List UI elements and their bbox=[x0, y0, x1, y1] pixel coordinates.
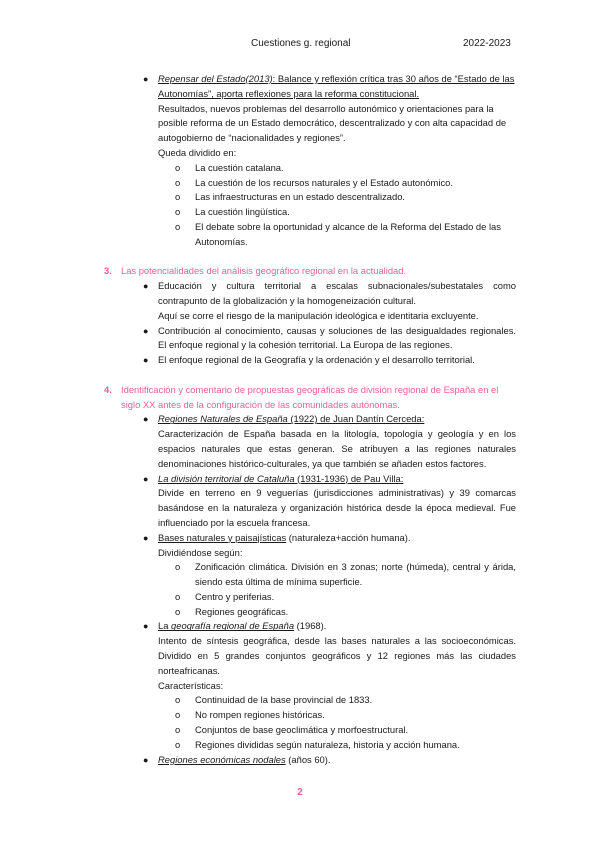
section-heading bbox=[0, 264, 600, 279]
paragraph: Caracterización de España basada en la litología, topología y geología y en los espacios naturales que estas generan. Se atribuyen a las regiones naturales denominaciones histórico-culturales, ya que también se añaden estos factores. bbox=[158, 428, 516, 469]
section-title: Las potencialidades del análisis geográfico regional en la actualidad. bbox=[121, 265, 407, 277]
bullet-icon: ● bbox=[143, 74, 149, 84]
circle-bullet-icon: o bbox=[175, 605, 181, 617]
list-item: ● Regiones económicas nodales (años 60). bbox=[0, 753, 600, 768]
circle-bullet-icon: o bbox=[175, 220, 181, 232]
bullet-icon: ● bbox=[143, 473, 149, 484]
sub-list-item: o La cuestión de los recursos naturales y el Estado autonómico. bbox=[0, 176, 600, 191]
bullet-icon: ● bbox=[143, 325, 149, 336]
paragraph: Dividiéndose según: bbox=[158, 546, 243, 558]
paragraph: Aquí se corre el riesgo de la manipulación ideológica e identitaria excluyente. bbox=[158, 309, 479, 321]
section-number: 3. bbox=[104, 265, 112, 277]
list-item: ● La geografía regional de España (1968). bbox=[0, 619, 600, 634]
circle-bullet-icon: o bbox=[175, 724, 181, 736]
sub-list-item: o Zonificación climática. División en 3 zonas; norte (húmeda), central y árida, siendo esta última de mínima superficie. bbox=[175, 561, 516, 588]
bullet-icon: ● bbox=[143, 754, 149, 765]
paragraph: Intento de síntesis geográfica, desde las bases naturales a las socioeconómicas. Dividido en 5 grandes conjuntos geográficos y 12 regiones más las ciudades norteafricanas. bbox=[158, 635, 516, 676]
section-heading bbox=[0, 383, 600, 413]
item-title: geografía regional de España bbox=[171, 620, 295, 632]
document-body bbox=[0, 72, 600, 767]
item-text: Balance y reflexión crítica tras 30 años de “Estado de las Autonomías”, aporta reflexiones para la reforma constitucional. bbox=[158, 73, 515, 99]
sub-list-item: o No rompen regiones históricas. bbox=[0, 708, 600, 723]
list-item: ● Repensar del Estado(2013): Balance y reflexión crítica tras 30 años de “Estado de las Autonomías”, aporta reflexiones para la reforma constitucional. bbox=[143, 73, 515, 99]
circle-bullet-icon: o bbox=[175, 161, 181, 173]
header-year: 2022-2023 bbox=[463, 38, 511, 49]
item-title: Regiones económicas nodales bbox=[158, 753, 286, 765]
circle-bullet-icon: o bbox=[175, 176, 181, 188]
bullet-icon: ● bbox=[143, 532, 149, 543]
paragraph: Características: bbox=[158, 679, 224, 691]
circle-bullet-icon: o bbox=[175, 206, 181, 218]
page-number: 2 bbox=[297, 787, 303, 798]
item-title: La división territorial de Cataluña bbox=[158, 472, 295, 484]
item-title: Repensar del Estado(2013) bbox=[158, 73, 273, 84]
list-item: ● Regiones Naturales de España (1922) de Juan Dantín Cerceda: bbox=[0, 412, 600, 427]
paragraph: Resultados, nuevos problemas del desarrollo autonómico y orientaciones para la posible reforma de un Estado democrático, descentralizado y con alta capacidad de autogobierno de “nacionalidades y regiones”. bbox=[158, 102, 507, 144]
sub-list-item: o Regiones divididas según naturaleza, historia y acción humana. bbox=[0, 738, 600, 753]
list-item: ● Educación y cultura territorial a escalas subnacionales/subestatales como contrapunto de la globalización y la homogeneización cultural. bbox=[143, 280, 516, 306]
list-item: ● La división territorial de Cataluña (1931-1936) de Pau Villa: bbox=[0, 472, 600, 487]
circle-bullet-icon: o bbox=[175, 561, 181, 573]
circle-bullet-icon: o bbox=[175, 709, 181, 721]
circle-bullet-icon: o bbox=[175, 590, 181, 602]
list-item: ● Bases naturales y paisajísticas (naturaleza+acción humana). bbox=[0, 531, 600, 546]
item-title: Bases naturales y paisajísticas bbox=[158, 531, 287, 543]
circle-bullet-icon: o bbox=[175, 191, 181, 203]
section-number: 4. bbox=[104, 383, 112, 395]
list-item: ● Contribución al conocimiento, causas y soluciones de las desigualdades regionales. El enfoque regional y la cohesión territorial. La Europa de las regiones. bbox=[143, 324, 516, 351]
bullet-icon: ● bbox=[143, 621, 149, 632]
circle-bullet-icon: o bbox=[175, 694, 181, 706]
bullet-icon: ● bbox=[143, 414, 149, 425]
sub-list-item: o Las infraestructuras en un estado descentralizado. bbox=[0, 190, 600, 205]
circle-bullet-icon: o bbox=[175, 738, 181, 750]
sub-list-item: o La cuestión lingüística. bbox=[0, 205, 600, 220]
list-item: ● El enfoque regional de la Geografía y la ordenación y el desarrollo territorial. bbox=[0, 353, 600, 368]
bullet-icon: ● bbox=[143, 281, 149, 292]
paragraph: Queda dividido en: bbox=[158, 146, 237, 158]
header-title: Cuestiones g. regional bbox=[251, 38, 351, 49]
bullet-icon: ● bbox=[143, 355, 149, 366]
sub-list-item: o El debate sobre la oportunidad y alcance de la Reforma del Estado de las Autonomías. bbox=[175, 220, 501, 247]
sub-list-item: o Regiones geográficas. bbox=[0, 605, 600, 620]
sub-list-item: o Continuidad de la base provincial de 1833. bbox=[0, 693, 600, 708]
paragraph: Divide en terreno en 9 veguerías (jurisdicciones administrativas) y 39 comarcas basándose en la naturaleza y organización histórica desde la época medieval. Fue influenciado por la escuela francesa. bbox=[158, 487, 516, 528]
sub-list-item: o Centro y periferias. bbox=[0, 590, 600, 605]
sub-list-item: o La cuestión catalana. bbox=[0, 161, 600, 176]
section-title: Identificación y comentario de propuestas geográficas de división regional de España en el siglo XX antes de la configuración de las comunidades autónomas. bbox=[121, 383, 499, 410]
sub-list-item: o Conjuntos de base geoclimática y morfoestructural. bbox=[0, 723, 600, 738]
item-title: Regiones Naturales de España bbox=[158, 413, 288, 425]
